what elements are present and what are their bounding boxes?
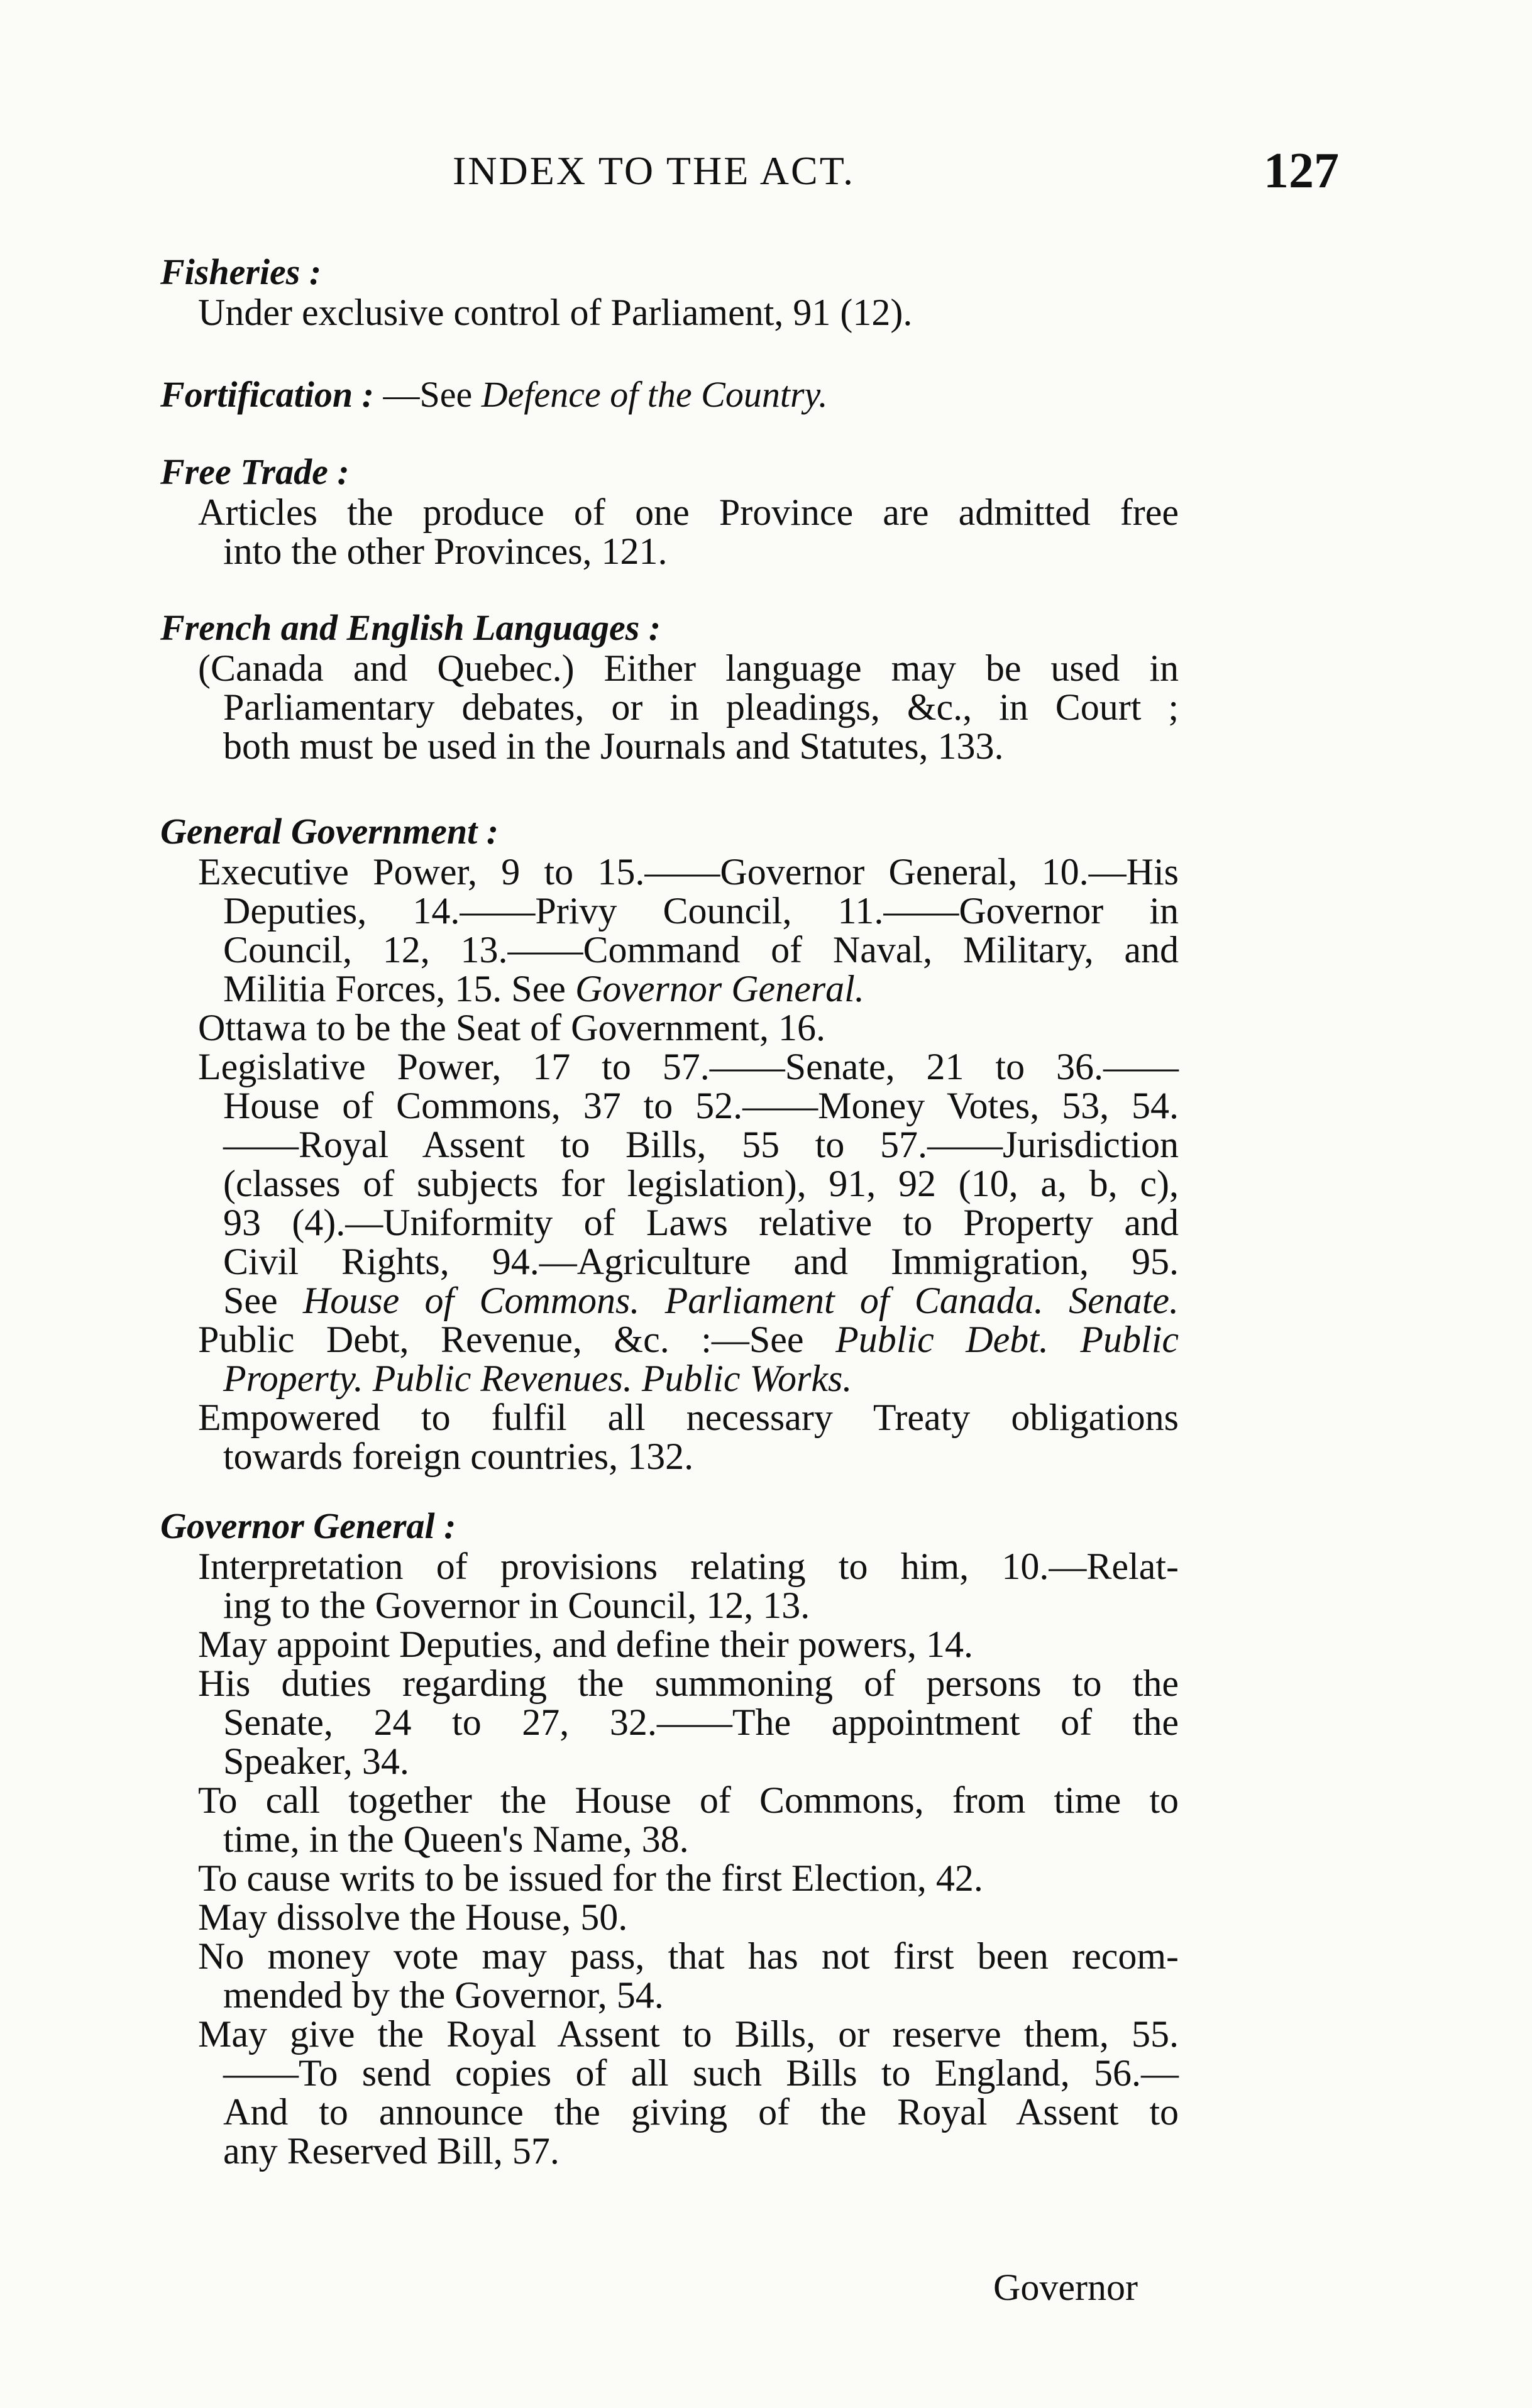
see-reference: Public <box>1080 1319 1179 1360</box>
entry-line: And to announce the giving of the Royal Assent to <box>223 2091 1179 2133</box>
entry-line: ——To send copies of all such Bills to England, 56.— <box>223 2052 1179 2094</box>
entry-line-text: Militia Forces, 15. <box>223 968 502 1009</box>
entry-line: No money vote may pass, that has not first been recom- <box>198 1935 1179 1977</box>
see-text: —See <box>383 374 473 415</box>
entry-line: Under exclusive control of Parliament, 91 (12). <box>198 292 913 333</box>
entry-fisheries <box>160 251 1179 332</box>
entry-heading: Free Trade : <box>160 451 350 492</box>
entry-line: Senate, 24 to 27, 32.——The appointment of the <box>223 1702 1179 1743</box>
entry-line: 93 (4).—Uniformity of Laws relative to Property and <box>223 1202 1179 1243</box>
entry-line: Civil Rights, 94.—Agriculture and Immigration, 95. <box>223 1241 1179 1282</box>
entry-line: towards foreign countries, 132. <box>223 1436 694 1477</box>
entry-general-government <box>160 811 1179 1476</box>
see-reference: Public Revenues. <box>372 1358 632 1399</box>
entry-line <box>160 374 1179 415</box>
entry-line: To cause writs to be issued for the first Election, 42. <box>198 1857 983 1899</box>
see-text: See <box>223 1280 278 1321</box>
entry-heading: Governor General : <box>160 1505 456 1546</box>
entry-heading: French and English Languages : <box>160 607 661 648</box>
see-reference: House of Commons. <box>302 1280 640 1321</box>
see-reference: Senate. <box>1069 1280 1179 1321</box>
entry-line: Empowered to fulfil all necessary Treaty obligations <box>198 1397 1179 1438</box>
entry-heading: Fortification : <box>160 374 374 415</box>
entry-line: May dissolve the House, 50. <box>198 1896 628 1938</box>
entry-line: into the other Provinces, 121. <box>223 531 668 572</box>
entry-line <box>160 1320 1179 1359</box>
entry-line: Ottawa to be the Seat of Government, 16. <box>198 1007 826 1048</box>
entry-governor-general <box>160 1505 1179 2170</box>
see-reference: Property. <box>223 1358 363 1399</box>
entry-line: Interpretation of provisions relating to him, 10.—Relat- <box>198 1546 1179 1587</box>
entry-line: ——Royal Assent to Bills, 55 to 57.——Jurisdiction <box>223 1124 1179 1165</box>
entry-line: any Reserved Bill, 57. <box>223 2130 559 2172</box>
entry-line: mended by the Governor, 54. <box>223 1974 664 2016</box>
catchword: Governor <box>993 2267 1138 2308</box>
entry-free-trade <box>160 451 1179 571</box>
entry-line: Legislative Power, 17 to 57.——Senate, 21 to 36.—— <box>198 1046 1179 1087</box>
entry-line: Parliamentary debates, or in pleadings, &c., in Court ; <box>223 686 1179 728</box>
entry-line: Executive Power, 9 to 15.——Governor General, 10.—His <box>198 851 1179 893</box>
entry-line: (classes of subjects for legislation), 91, 92 (10, a, b, c), <box>223 1163 1179 1204</box>
page-number: 127 <box>1264 143 1339 199</box>
see-text: See <box>511 968 566 1009</box>
entry-heading: Fisheries : <box>160 251 322 292</box>
entry-line: May appoint Deputies, and define their powers, 14. <box>198 1624 974 1665</box>
see-reference: Public Works. <box>641 1358 852 1399</box>
see-reference: Parliament of Canada. <box>664 1280 1044 1321</box>
entry-line: Council, 12, 13.——Command of Naval, Military, and <box>223 929 1179 970</box>
entry-line: Deputies, 14.——Privy Council, 11.——Governor in <box>223 890 1179 932</box>
entry-line: (Canada and Quebec.) Either language may be used in <box>198 647 1179 689</box>
entry-line: both must be used in the Journals and Statutes, 133. <box>223 725 1004 767</box>
entry-line: House of Commons, 37 to 52.——Money Votes, 53, 54. <box>223 1085 1179 1126</box>
running-title: INDEX TO THE ACT. <box>453 148 856 193</box>
entry-fortification <box>160 374 1179 415</box>
entry-line: time, in the Queen's Name, 38. <box>223 1818 689 1860</box>
entry-languages <box>160 607 1179 766</box>
entry-line: May give the Royal Assent to Bills, or reserve them, 55. <box>198 2013 1179 2055</box>
entry-line: Articles the produce of one Province are admitted free <box>198 492 1179 533</box>
entry-line: ing to the Governor in Council, 12, 13. <box>223 1585 810 1626</box>
see-reference: Public Debt. <box>835 1319 1049 1360</box>
entry-heading: General Government : <box>160 811 499 852</box>
entry-line: Speaker, 34. <box>223 1740 409 1782</box>
running-head <box>0 143 1532 199</box>
entry-line: To call together the House of Commons, from time to <box>198 1779 1179 1821</box>
see-reference: Governor General. <box>575 968 864 1009</box>
entry-line <box>160 1281 1179 1320</box>
entry-line-text: Public Debt, Revenue, &c. :—See <box>198 1319 804 1360</box>
see-reference: Defence of the Country. <box>481 374 828 415</box>
entry-line: His duties regarding the summoning of persons to the <box>198 1663 1179 1704</box>
entry-line <box>160 969 1179 1008</box>
entry-line <box>160 1359 1179 1398</box>
